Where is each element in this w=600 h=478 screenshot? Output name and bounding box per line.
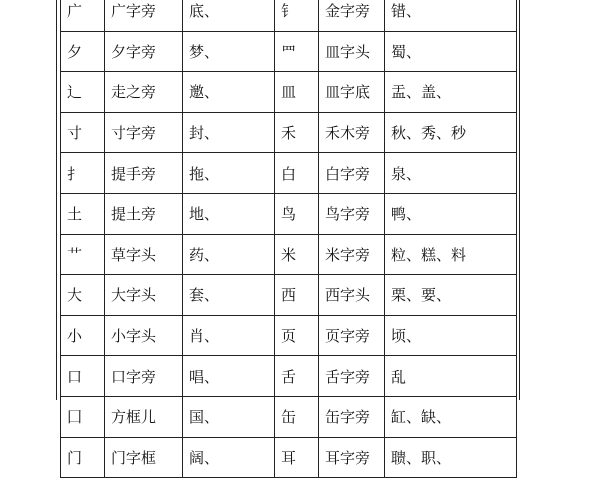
radical-cell: 小 [61,315,105,356]
radical-cell: 辶 [61,72,105,113]
example-chars-cell: 国、 [183,396,275,437]
radical-cell: 艹 [61,234,105,275]
example-chars-cell: 缸、缺、 [385,396,517,437]
table-row [61,275,517,316]
table-row [61,193,517,234]
radical-name-cell: 米字旁 [319,234,385,275]
table-row [61,356,517,397]
radical-name-cell: 金字旁 [319,0,385,31]
radical-name-cell: 寸字旁 [105,112,183,153]
radical-name-cell: 门字框 [105,437,183,478]
radical-name-cell: 禾木旁 [319,112,385,153]
radical-cell: 皿 [275,72,319,113]
radical-name-cell: 皿字底 [319,72,385,113]
page-border-left [56,0,57,400]
table-row [61,315,517,356]
example-chars-cell: 地、 [183,193,275,234]
example-chars-cell: 梦、 [183,31,275,72]
radical-name-cell: 西字头 [319,275,385,316]
radical-cell: 米 [275,234,319,275]
radical-name-cell: 耳字旁 [319,437,385,478]
radical-name-cell: 提土旁 [105,193,183,234]
radical-cell: 广 [61,0,105,31]
radical-name-cell: 广字旁 [105,0,183,31]
example-chars-cell: 唱、 [183,356,275,397]
radical-cell: 囗 [61,396,105,437]
radical-cell: 土 [61,193,105,234]
example-chars-cell: 药、 [183,234,275,275]
table-row [61,0,517,31]
radical-cell: 寸 [61,112,105,153]
example-chars-cell: 封、 [183,112,275,153]
radical-name-cell: 提手旁 [105,153,183,194]
radical-cell: 大 [61,275,105,316]
radical-name-cell: 鸟字旁 [319,193,385,234]
example-chars-cell: 套、 [183,275,275,316]
example-chars-cell: 拖、 [183,153,275,194]
example-chars-cell: 底、 [183,0,275,31]
example-chars-cell: 聩、职、 [385,437,517,478]
radicals-table [60,0,517,478]
radical-cell: 页 [275,315,319,356]
table-row [61,437,517,478]
radical-name-cell: 草字头 [105,234,183,275]
radical-name-cell: 走之旁 [105,72,183,113]
radical-name-cell: 方框儿 [105,396,183,437]
radical-cell: 白 [275,153,319,194]
example-chars-cell: 泉、 [385,153,517,194]
example-chars-cell: 阔、 [183,437,275,478]
example-chars-cell: 错、 [385,0,517,31]
example-chars-cell: 顷、 [385,315,517,356]
radical-name-cell: 大字头 [105,275,183,316]
table-row [61,396,517,437]
radical-cell: 门 [61,437,105,478]
example-chars-cell: 鸭、 [385,193,517,234]
page-border-right [519,0,520,400]
radical-cell: 罒 [275,31,319,72]
radical-cell: 耳 [275,437,319,478]
radical-name-cell: 小字头 [105,315,183,356]
radical-cell: 缶 [275,396,319,437]
radical-cell: 夕 [61,31,105,72]
table-row [61,153,517,194]
radical-name-cell: 口字旁 [105,356,183,397]
table-row [61,31,517,72]
radical-cell: 扌 [61,153,105,194]
table-row [61,72,517,113]
radical-name-cell: 白字旁 [319,153,385,194]
radical-name-cell: 舌字旁 [319,356,385,397]
radical-cell: 口 [61,356,105,397]
radicals-table-container [60,0,516,478]
radical-name-cell: 缶字旁 [319,396,385,437]
radical-cell: 禾 [275,112,319,153]
table-row [61,234,517,275]
radical-cell: 舌 [275,356,319,397]
radical-cell: 鸟 [275,193,319,234]
radical-cell: 西 [275,275,319,316]
example-chars-cell: 秋、秀、秒 [385,112,517,153]
example-chars-cell: 蜀、 [385,31,517,72]
example-chars-cell: 粒、糕、料 [385,234,517,275]
radical-name-cell: 页字旁 [319,315,385,356]
example-chars-cell: 肖、 [183,315,275,356]
table-row [61,112,517,153]
example-chars-cell: 乱 [385,356,517,397]
example-chars-cell: 栗、要、 [385,275,517,316]
radical-name-cell: 皿字头 [319,31,385,72]
radical-name-cell: 夕字旁 [105,31,183,72]
radical-cell: 钅 [275,0,319,31]
example-chars-cell: 邀、 [183,72,275,113]
example-chars-cell: 盂、盖、 [385,72,517,113]
